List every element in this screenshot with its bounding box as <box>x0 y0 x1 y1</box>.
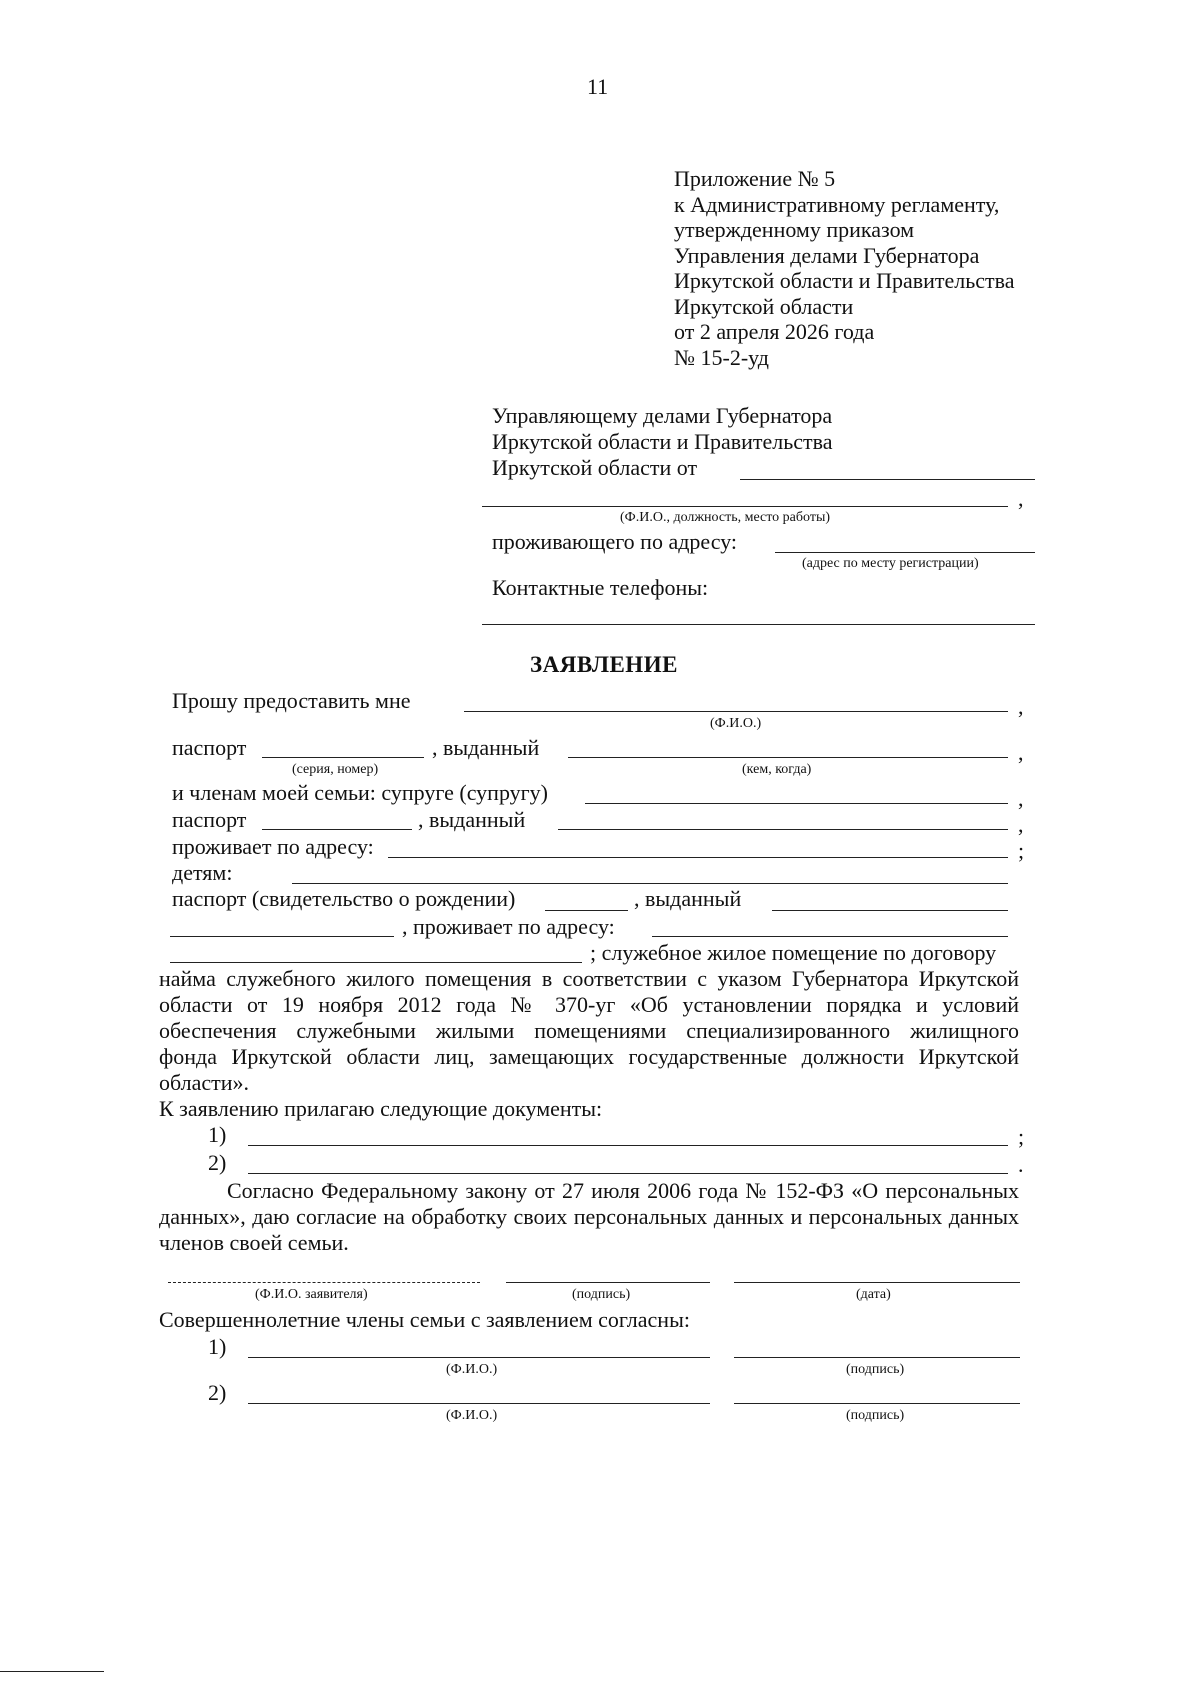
child-issuer-line[interactable] <box>772 910 1008 911</box>
spouse-fio-line[interactable] <box>585 803 1008 804</box>
appendix-line: Приложение № 5 <box>674 166 836 191</box>
appendix-block <box>674 166 1015 370</box>
spouse-address-line[interactable] <box>388 857 1008 858</box>
passport-label-2: паспорт <box>172 807 247 832</box>
consent-line: членов своей семьи. <box>159 1230 349 1255</box>
addressee-line-3: Иркутской области от <box>492 455 698 480</box>
semicolon: ; <box>1018 1124 1025 1149</box>
lives-label-2: , проживает по адресу: <box>402 914 615 939</box>
applicant-date-line[interactable] <box>734 1282 1020 1283</box>
adult-1-fio-line[interactable] <box>248 1357 710 1358</box>
passport-issuer-line[interactable] <box>568 757 1008 758</box>
adults-intro: Совершеннолетние члены семьи с заявлением согласны: <box>159 1307 690 1332</box>
appendix-line: от 2 апреля 2026 года <box>674 319 875 344</box>
hint-fio: (Ф.И.О.) <box>446 1362 498 1377</box>
phones-label: Контактные телефоны: <box>492 575 709 600</box>
adult-2-sign-line[interactable] <box>734 1403 1020 1404</box>
appendix-line: Иркутской области и Правительства <box>674 268 1015 293</box>
address-label: проживающего по адресу: <box>492 529 738 554</box>
request-label: Прошу предоставить мне <box>172 688 411 713</box>
adult-1-sign-line[interactable] <box>734 1357 1020 1358</box>
attachment-item-number: 2) <box>208 1150 227 1175</box>
hint-applicant: (Ф.И.О. заявителя) <box>255 1287 368 1302</box>
semicolon: ; <box>1018 838 1025 863</box>
spouse-issuer-line[interactable] <box>558 829 1008 830</box>
paragraph-line: найма служебного жилого помещения в соответствии с указом Губернатора Иркутской <box>159 966 1019 991</box>
paragraph-line: фонда Иркутской области лиц, замещающих государственные должности Иркутской <box>159 1044 1019 1069</box>
consent-line: Согласно Федеральному закону от 27 июля 2006 года № 152-ФЗ «О персональных <box>227 1178 1019 1203</box>
consent-paragraph <box>159 1178 1019 1256</box>
addressee-fio-line-2[interactable] <box>482 506 1008 507</box>
addressee-line-2: Иркутской области и Правительства <box>492 429 833 454</box>
applicant-fio-line[interactable] <box>168 1282 480 1283</box>
paragraph-line: обеспечения служебными жилыми помещениями специализированного жилищного <box>159 1018 1019 1043</box>
comma: , <box>1018 786 1024 811</box>
period: . <box>1018 1152 1024 1177</box>
appendix-line: Управления делами Губернатора <box>674 242 980 268</box>
addressee-line-1: Управляющему делами Губернатора <box>492 403 833 428</box>
request-fio-line[interactable] <box>464 711 1008 712</box>
attachment-line-2[interactable] <box>248 1173 1008 1174</box>
lives-label: проживает по адресу: <box>172 834 374 859</box>
housing-label: ; служебное жилое помещение по договору <box>590 940 997 965</box>
hint-series: (серия, номер) <box>292 762 379 777</box>
attachment-item-number: 1) <box>208 1122 227 1147</box>
main-paragraph <box>159 966 1019 1096</box>
paragraph-line: области от 19 ноября 2012 года № 370-уг «Об установлении порядка и условий <box>159 992 1019 1017</box>
appendix-line: № 15-2-уд <box>674 344 769 370</box>
hint-fio: (Ф.И.О.) <box>710 716 762 731</box>
children-label: детям: <box>172 860 233 885</box>
child-passport-line[interactable] <box>545 910 628 911</box>
hint-fio: (Ф.И.О.) <box>446 1408 498 1423</box>
child-address-line[interactable] <box>652 936 1008 937</box>
attachments-intro: К заявлению прилагаю следующие документы: <box>159 1096 603 1121</box>
spouse-passport-line[interactable] <box>262 829 412 830</box>
address-line[interactable] <box>775 552 1035 553</box>
child-issuer-line-2[interactable] <box>170 936 394 937</box>
passport-number-line[interactable] <box>262 757 424 758</box>
child-address-line-2[interactable] <box>170 962 582 963</box>
consent-line: данных», даю согласие на обработку своих персональных данных и персональных данных <box>159 1204 1019 1229</box>
issued-label-3: , выданный <box>634 886 742 911</box>
footnote-separator <box>0 1671 104 1672</box>
addressee-fio-line[interactable] <box>740 479 1035 480</box>
appendix-line: утвержденному приказом <box>674 217 915 242</box>
hint-sign: (подпись) <box>846 1408 905 1423</box>
comma: , <box>1018 486 1024 511</box>
adult-item-number: 2) <box>208 1380 227 1405</box>
adult-2-fio-line[interactable] <box>248 1403 710 1404</box>
issued-label-2: , выданный <box>418 807 526 832</box>
issued-label: , выданный <box>432 735 540 760</box>
passport-cert-label: паспорт (свидетельство о рождении) <box>172 886 516 911</box>
family-label: и членам моей семьи: супруге (супругу) <box>172 780 548 805</box>
hint-sign: (подпись) <box>846 1362 905 1377</box>
hint-fio-position: (Ф.И.О., должность, место работы) <box>620 510 831 525</box>
attachment-line-1[interactable] <box>248 1145 1008 1146</box>
hint-sign: (подпись) <box>572 1287 631 1302</box>
hint-address: (адрес по месту регистрации) <box>802 556 979 571</box>
appendix-line: Иркутской области <box>674 293 854 319</box>
phones-line[interactable] <box>482 624 1035 625</box>
passport-label: паспорт <box>172 735 247 760</box>
hint-issuer: (кем, когда) <box>742 762 812 777</box>
adult-item-number: 1) <box>208 1334 227 1359</box>
comma: , <box>1018 694 1024 719</box>
comma: , <box>1018 740 1024 765</box>
appendix-line: к Административному регламенту, <box>674 191 1000 217</box>
children-fio-line[interactable] <box>292 883 1008 884</box>
hint-date: (дата) <box>856 1287 891 1302</box>
page-number: 11 <box>587 74 609 99</box>
document-title: ЗАЯВЛЕНИЕ <box>530 652 678 677</box>
paragraph-line: области». <box>159 1070 250 1095</box>
applicant-sign-line[interactable] <box>506 1282 710 1283</box>
comma: , <box>1018 812 1024 837</box>
